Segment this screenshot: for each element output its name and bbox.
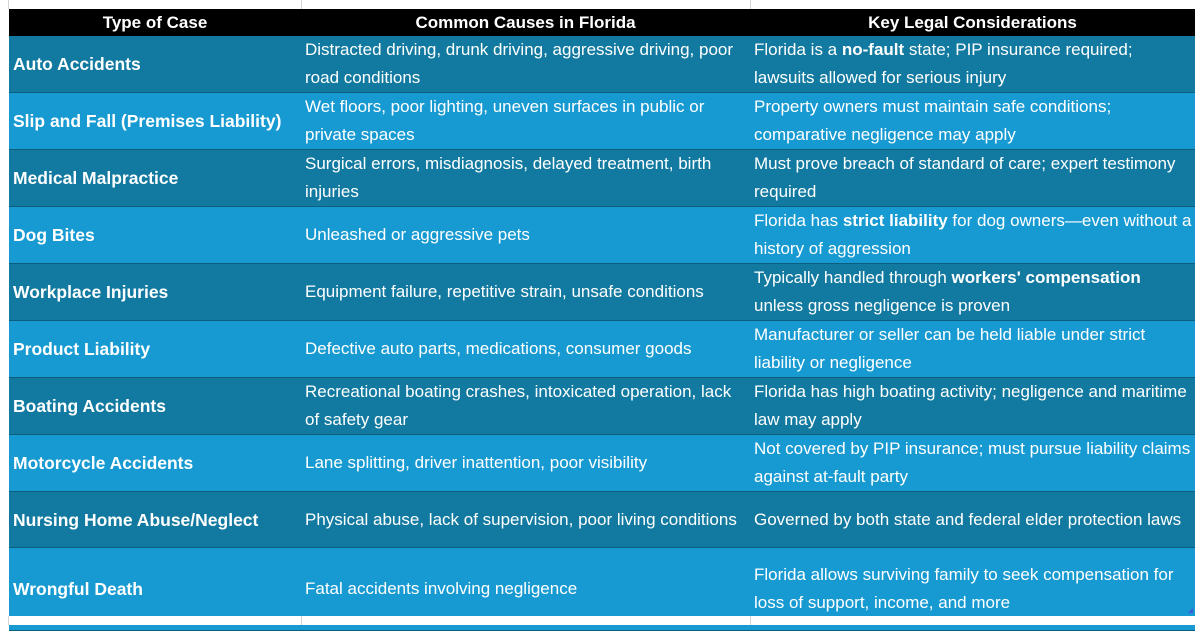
cell-type[interactable]: Dog Bites <box>9 207 301 264</box>
sheet-gridline-bottom <box>0 616 1195 625</box>
cell-causes[interactable]: Defective auto parts, medications, consumer goods <box>301 321 750 378</box>
cell-legal[interactable] <box>750 321 1195 378</box>
sheet-gridline-top <box>0 0 1195 9</box>
cell-causes[interactable]: Lane splitting, driver inattention, poor visibility <box>301 435 750 492</box>
table-row <box>9 207 1195 264</box>
legal-text: Manufacturer or seller can be held liable under strict liability or negligence <box>754 325 1146 372</box>
legal-text: Must prove breach of standard of care; expert testimony required <box>754 154 1176 201</box>
cell-type[interactable]: Motorcycle Accidents <box>9 435 301 492</box>
legal-text-rest: for dog owners—even without a history of aggression <box>754 211 1192 258</box>
cell-type[interactable]: Nursing Home Abuse/Neglect <box>9 492 301 548</box>
table-row <box>9 378 1195 435</box>
cell-causes[interactable]: Fatal accidents involving negligence <box>301 548 750 631</box>
cell-legal[interactable] <box>750 36 1195 93</box>
cell-type[interactable]: Slip and Fall (Premises Liability) <box>9 93 301 150</box>
cell-legal[interactable] <box>750 207 1195 264</box>
legal-bold-text: strict liability <box>842 211 948 230</box>
legal-text-rest: unless gross negligence is proven <box>754 296 1011 315</box>
cell-causes[interactable]: Distracted driving, drunk driving, aggressive driving, poor road conditions <box>301 36 750 93</box>
legal-text: Florida allows surviving family to seek compensation for loss of support, income, and more <box>754 565 1174 612</box>
legal-text: Florida is a <box>754 40 842 59</box>
header-key-legal-considerations[interactable]: Key Legal Considerations <box>750 9 1195 36</box>
cell-legal[interactable] <box>750 492 1195 548</box>
header-row <box>9 9 1195 36</box>
table-row <box>9 93 1195 150</box>
cell-legal[interactable] <box>750 435 1195 492</box>
header-common-causes[interactable]: Common Causes in Florida <box>301 9 750 36</box>
table-row <box>9 36 1195 93</box>
legal-text: Florida has high boating activity; negligence and maritime law may apply <box>754 382 1187 429</box>
legal-text: Florida has <box>754 211 843 230</box>
table-resize-handle-icon[interactable] <box>1188 608 1193 613</box>
legal-text: Typically handled through <box>754 268 952 287</box>
header-type-of-case[interactable]: Type of Case <box>9 9 301 36</box>
cell-causes[interactable]: Surgical errors, misdiagnosis, delayed treatment, birth injuries <box>301 150 750 207</box>
cell-legal[interactable] <box>750 264 1195 321</box>
legal-text-rest: state; PIP insurance required; lawsuits allowed for serious injury <box>754 40 1133 87</box>
table-row <box>9 492 1195 548</box>
cell-type[interactable]: Boating Accidents <box>9 378 301 435</box>
cell-legal[interactable] <box>750 93 1195 150</box>
table-row <box>9 321 1195 378</box>
legal-text: Governed by both state and federal elder protection laws <box>754 509 1182 529</box>
cell-causes[interactable]: Unleashed or aggressive pets <box>301 207 750 264</box>
cell-causes[interactable]: Recreational boating crashes, intoxicated operation, lack of safety gear <box>301 378 750 435</box>
cell-type[interactable]: Medical Malpractice <box>9 150 301 207</box>
table-row <box>9 150 1195 207</box>
table-row <box>9 264 1195 321</box>
table-row <box>9 435 1195 492</box>
cell-causes[interactable]: Wet floors, poor lighting, uneven surfaces in public or private spaces <box>301 93 750 150</box>
cell-type[interactable]: Workplace Injuries <box>9 264 301 321</box>
cell-causes[interactable]: Equipment failure, repetitive strain, unsafe conditions <box>301 264 750 321</box>
cell-legal[interactable] <box>750 378 1195 435</box>
legal-bold-text: workers' compensation <box>951 268 1141 287</box>
legal-text: Property owners must maintain safe conditions; comparative negligence may apply <box>754 97 1112 144</box>
cell-type[interactable]: Product Liability <box>9 321 301 378</box>
cell-type[interactable]: Auto Accidents <box>9 36 301 93</box>
florida-cases-table <box>9 9 1195 631</box>
cell-type[interactable]: Wrongful Death <box>9 548 301 631</box>
cell-causes[interactable]: Physical abuse, lack of supervision, poor living conditions <box>301 492 750 548</box>
legal-text: Not covered by PIP insurance; must pursue liability claims against at-fault party <box>754 439 1191 486</box>
legal-bold-text: no-fault <box>841 40 905 59</box>
cell-legal[interactable] <box>750 150 1195 207</box>
